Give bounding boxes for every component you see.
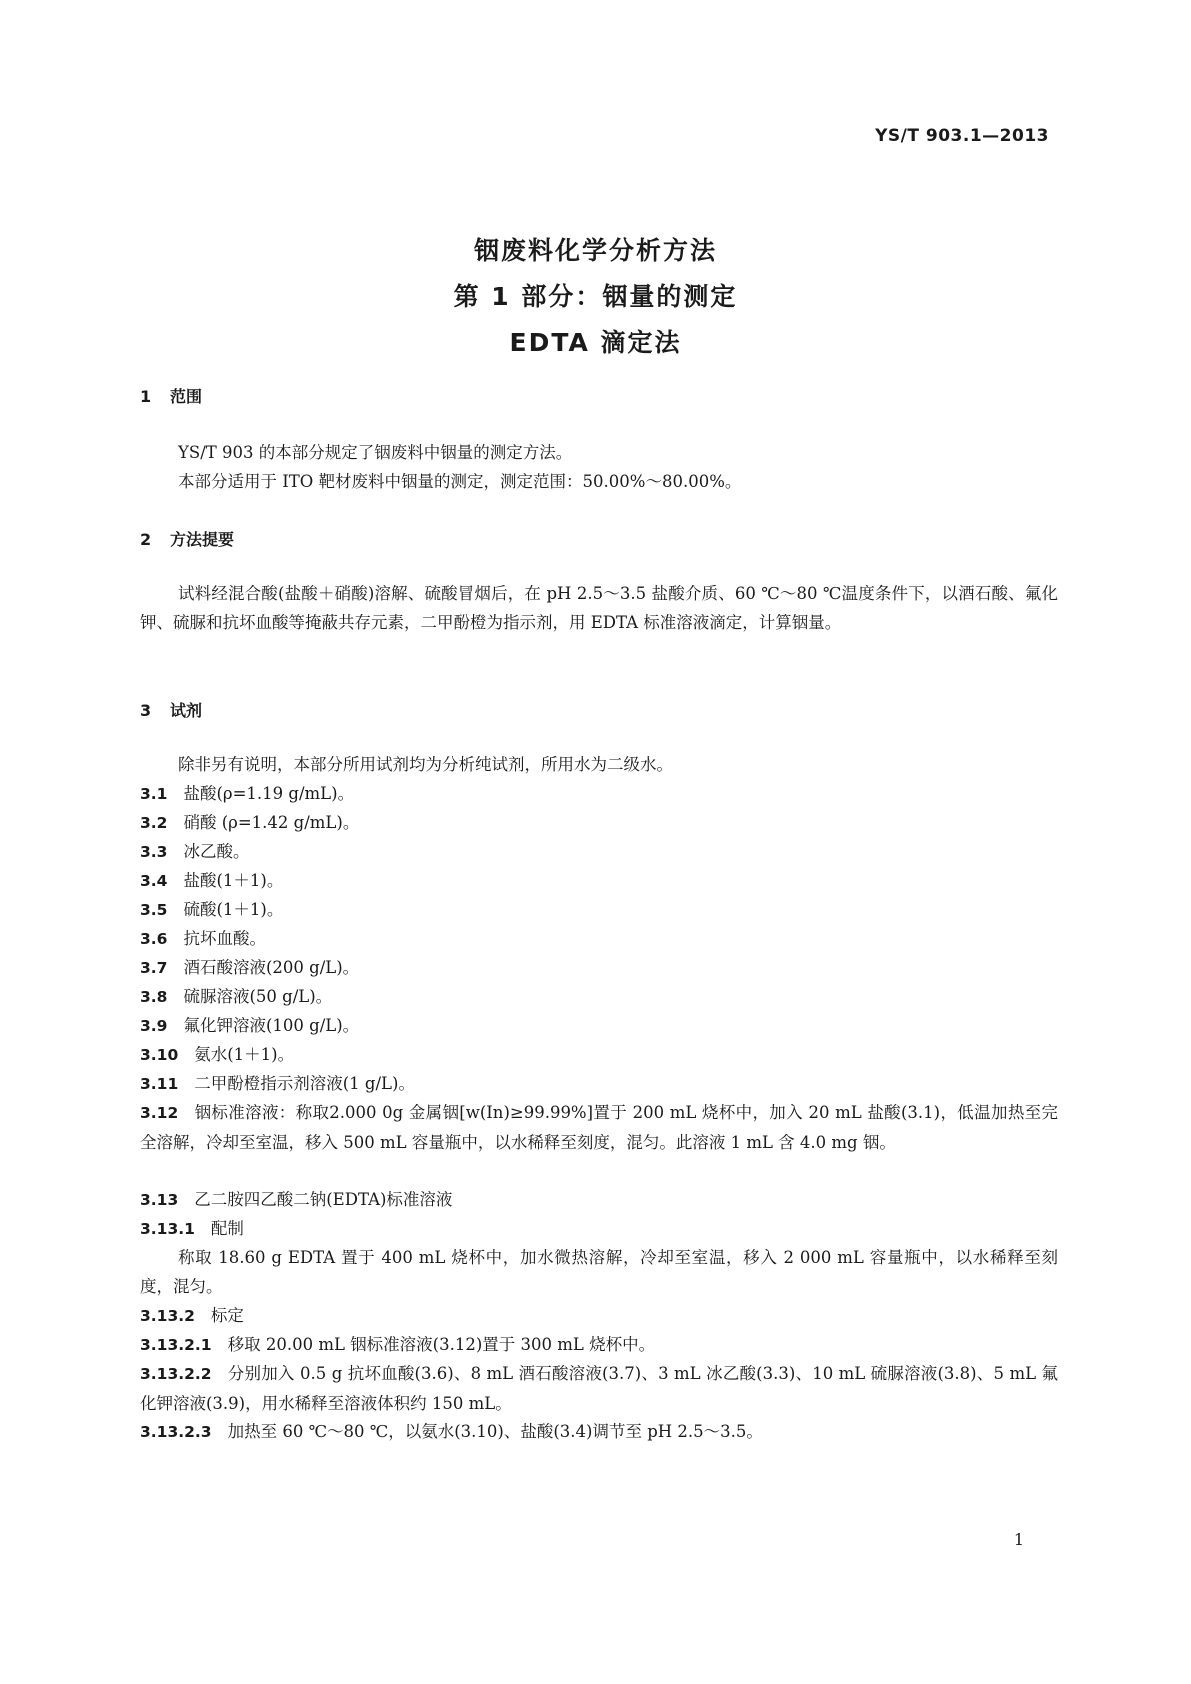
item-number: 3.4 [140,872,168,890]
reagent-item [140,1040,1058,1070]
reagent-item [140,1185,1058,1215]
item-number: 3.6 [140,930,168,948]
item-text: 加热至 60 ℃～80 ℃，以氨水(3.10)、盐酸(3.4)调节至 pH 2.5～3.5。 [227,1422,763,1441]
reagent-item [140,779,1058,809]
item-text: 氨水(1＋1)。 [194,1045,295,1064]
calibration-item [140,1301,1058,1331]
title-line-3: EDTA 滴定法 [509,328,682,357]
calibration-item [140,1417,1058,1447]
reagent-item [140,982,1058,1012]
reagent-item [140,837,1058,867]
item-number: 3.3 [140,843,168,861]
item-text: 氟化钾溶液(100 g/L)。 [183,1016,360,1035]
section-number: 3 [140,701,152,720]
principle-paragraph: 试料经混合酸(盐酸＋硝酸)溶解、硫酸冒烟后，在 pH 2.5～3.5 盐酸介质、60 ℃～80 ℃温度条件下，以酒石酸、氟化钾、硫脲和抗坏血酸等掩蔽共存元素，二甲酚橙为指示剂，用 EDTA 标准溶液滴定，计算铟量。 [140,584,1058,632]
item-number: 3.1 [140,785,168,803]
calibration-item [140,1330,1058,1360]
item-text: 标定 [210,1306,244,1325]
item-number: 3.13.2.1 [140,1336,212,1354]
item-text: 分别加入 0.5 g 抗坏血酸(3.6)、8 mL 酒石酸溶液(3.7)、3 mL 冰乙酸(3.3)、10 mL 硫脲溶液(3.8)、5 mL 氟化钾溶液(3.9)，用水稀释至溶液体积约 150 mL。 [140,1364,1058,1413]
item-number: 3.8 [140,988,168,1006]
item-number: 3.10 [140,1046,179,1064]
item-text: 硝酸 (ρ=1.42 g/mL)。 [183,813,360,832]
reagent-item [140,1069,1058,1099]
item-text: 移取 20.00 mL 铟标准溶液(3.12)置于 300 mL 烧杯中。 [227,1335,656,1354]
reagent-item [140,924,1058,954]
item-number: 3.13.1 [140,1220,195,1238]
item-text: 冰乙酸。 [183,842,250,861]
section-title: 范围 [170,387,203,406]
section-1-heading [140,384,202,407]
item-text: 配制 [210,1219,244,1238]
reagent-item [140,1214,1058,1244]
item-text: 酒石酸溶液(200 g/L)。 [183,958,360,977]
item-text: 铟标准溶液：称取2.000 0g 金属铟[w(In)≥99.99%]置于 200 mL 烧杯中，加入 20 mL 盐酸(3.1)，低温加热至完全溶解，冷却至室温，移入 500 mL 容量瓶中，以水稀释至刻度，混匀。此溶液 1 mL 含 4.0 mg 铟。 [140,1103,1058,1152]
section-title: 方法提要 [170,530,235,549]
reagent-item [140,808,1058,838]
item-number: 3.13.2.2 [140,1365,212,1383]
item-number: 3.9 [140,1017,168,1035]
item-text: 硫脲溶液(50 g/L)。 [183,987,333,1006]
item-number: 3.13.2 [140,1307,195,1325]
item-number: 3.2 [140,814,168,832]
item-text: 盐酸(1＋1)。 [183,871,284,890]
reagent-item [140,1098,1058,1157]
reagents-intro: 除非另有说明，本部分所用试剂均为分析纯试剂，所用水为二级水。 [178,755,673,774]
item-text: 盐酸(ρ=1.19 g/mL)。 [183,784,355,803]
reagent-item [140,1011,1058,1041]
item-number: 3.12 [140,1104,179,1122]
item-number: 3.11 [140,1075,179,1093]
scope-paragraph-2: 本部分适用于 ITO 靶材废料中铟量的测定，测定范围：50.00%～80.00%。 [178,472,742,491]
reagent-item [140,866,1058,896]
page-number: 1 [1013,1530,1024,1549]
title-line-2: 第 1 部分：铟量的测定 [453,282,738,311]
item-text: 二甲酚橙指示剂溶液(1 g/L)。 [194,1074,415,1093]
edta-preparation-paragraph: 称取 18.60 g EDTA 置于 400 mL 烧杯中，加水微热溶解，冷却至室温，移入 2 000 mL 容量瓶中，以水稀释至刻度，混匀。 [140,1248,1058,1296]
item-number: 3.13.2.3 [140,1423,212,1441]
section-title: 试剂 [170,701,203,720]
section-number: 1 [140,387,152,406]
section-number: 2 [140,530,152,549]
item-number: 3.7 [140,959,168,977]
calibration-item [140,1359,1058,1418]
reagent-item [140,953,1058,983]
item-number: 3.5 [140,901,168,919]
section-3-heading [140,698,202,721]
scope-paragraph-1: YS/T 903 的本部分规定了铟废料中铟量的测定方法。 [178,443,573,462]
title-line-1: 铟废料化学分析方法 [473,236,717,265]
item-text: 抗坏血酸。 [183,929,266,948]
document-title [0,228,1191,366]
reagent-item [140,895,1058,925]
standard-code: YS/T 903.1—2013 [875,126,1049,146]
item-text: 硫酸(1＋1)。 [183,900,284,919]
item-number: 3.13 [140,1191,179,1209]
item-text: 乙二胺四乙酸二钠(EDTA)标准溶液 [194,1190,453,1209]
section-2-heading [140,527,234,550]
